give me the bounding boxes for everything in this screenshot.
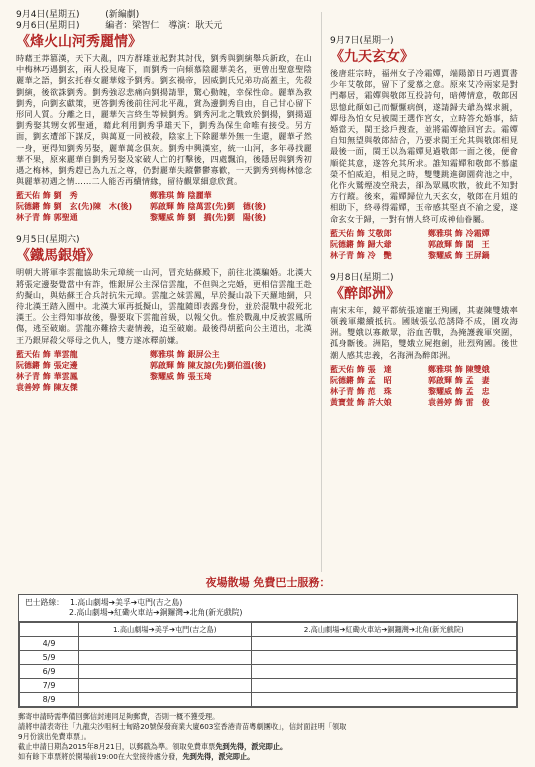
bus-service-section: [18, 576, 518, 762]
note-5-text: 如有餘下車票將於開場前19:00在大堂接待處分發，: [18, 752, 183, 761]
date-2: 9月6日(星期日): [16, 21, 80, 31]
spacer: [16, 223, 312, 235]
cast-entry: 藍天佑 飾 華雲龍: [16, 349, 78, 359]
note-4-text: 截止申請日期為2015年8月21日，以郵戳為準。領取免費車票: [18, 742, 216, 751]
table-row: [20, 679, 517, 693]
cast-entry: 藍天佑 飾 艾敬郎: [330, 228, 392, 238]
cast-row: [16, 360, 312, 371]
cast-entry: 郭啟輝 飾 閩 王: [428, 239, 490, 249]
table-row: [20, 637, 517, 651]
row-date: 8/9: [20, 693, 79, 707]
cast-entry: 藍天佑 飾 劉 秀: [16, 191, 78, 201]
cast-entry: 阮德鏘 飾 張定邊: [16, 360, 78, 370]
date-5: 9月8日(星期二): [330, 272, 394, 283]
bus-routes: [19, 595, 517, 622]
cell-route-2: [251, 637, 516, 651]
synopsis-2: 明朝大將軍李雲龍協助朱元璋統一山河，冒充姑蘇殿下，前往北漢騙婚。北漢大將張定邊娶覺當中有詐，惟銀屏公主深信雲龍，不但與之完婚，更相信雲龍王赴約擬山，與姑蘇王合兵討抗朱元璋。雲龍之妹雲鳳，早於擬山設下天羅地網，只待北漢王踏入圈中。北漢大軍再抵擬山，雲龍隨即表露身份，並於混戰中殺死北漢王。公主得知事故後，譽要取下雲龍首級，以報父仇。惟於戰亂中反被雲鳳所傷，逃至破廟。雲龍亦難捨夫妻情義，追至破廟。最後得胡藍向公主道出，北漢王乃銀屏殺父辱母之仇人，雙方遂冰釋前嫌。: [16, 267, 312, 345]
bus-title: 夜場散場 免費巴士服務：: [205, 576, 331, 589]
left-column: [16, 10, 312, 393]
cast-entry: 鄭雅琪 飾 陰麗華: [150, 191, 212, 201]
cast-entry: 林子青 飾 冷 艷: [330, 250, 392, 260]
route-line-2: [25, 608, 511, 618]
note-5: [18, 752, 518, 762]
cast-row: [16, 201, 312, 212]
cast-list-1: [16, 190, 312, 223]
cast-row: [16, 212, 312, 223]
cast-entry: 黎耀威 飾 劉 撟(先)劉 陽(後): [150, 213, 267, 223]
route-line-1: [25, 598, 511, 608]
column-divider: [321, 12, 322, 572]
cast-list-4: [330, 364, 518, 408]
cast-row: [330, 386, 518, 397]
credits: 編者：梁智仁 導演：耿天元: [105, 21, 223, 31]
cast-row: [330, 375, 518, 386]
cast-entry: 鄭雅琪 飾 冷霜嬋: [428, 228, 490, 238]
cast-entry: 郭啟輝 飾 孟 妻: [428, 375, 490, 385]
row-date: 6/9: [20, 665, 79, 679]
bus-box: [18, 594, 518, 708]
table-header-empty: [20, 623, 79, 637]
cast-row: [16, 382, 312, 393]
cast-entry: 阮德鏘 飾 劉 玄(先)陳 木(後): [16, 202, 133, 212]
cast-entry: 林子青 飾 范 珠: [330, 386, 392, 396]
show-title-4: 《醉郎洲》: [330, 285, 400, 302]
show-block-1: [16, 10, 312, 223]
cast-entry: 鄭雅琪 飾 陳雙娥: [428, 364, 490, 374]
table-header-row: [20, 623, 517, 637]
synopsis-3: 後唐莊宗時，福州女子冷霜嬋，端陽節日巧遇賈書少年艾敬郎，留下了愛慕之意。原來艾冷兩家是對門鄰居，霜嬋與敬郎互投詩句，暗傳情意，敬郎因思憶此顏如己而懨懨病倒，遂請歸夫爺為媒求親，嬋母為怕女兒被閩王選作宮女，立時答允婚事，結婚當天，閩王捻戶搜查，並將霜嬋搶回宮去。霜嬋自知無望與敬郎結合，乃要求閩王允其與敬郎相見最後一面，閩王以為霜嬋見過敬郎一面之後，便會順從其意，遂答允其所求。誰知霜嬋和敬郎不慕虛榮不怕威迫，相見之時，雙雙跳進御園荷池之中，化作火鷲煙凌空飛去，卻為眾鳳吹散，彼此不知對方行蹤。後來，霜嬋歸位九天玄女，敬郎在月姐的相助下，終尋得霜嬋，玉帝感其堅貞不渝之愛，遂命玄女于歸，一對有情人終可成神仙眷屬。: [330, 68, 518, 224]
cell-route-2: [251, 679, 516, 693]
cast-row: [330, 228, 518, 239]
cast-entry: 黎耀威 飾 王屏鍋: [428, 250, 490, 260]
cast-row: [330, 250, 518, 261]
date-4: 9月7日(星期一): [330, 36, 394, 46]
cast-entry: [150, 382, 312, 393]
show-title-2: 《鐵馬銀婚》: [16, 248, 100, 265]
cast-entry: 林子青 飾 華雲鳳: [16, 371, 78, 381]
cast-row: [330, 239, 518, 250]
route-2: 2.高山劇場➔紅磡火車站➔銅鑼灣➔北角(新光戲院): [69, 608, 243, 617]
cell-route-2: [251, 693, 516, 707]
cast-entry: 黃寶萱 飾 許大娘: [330, 397, 392, 407]
cell-route-1: [79, 679, 252, 693]
cast-row: [16, 349, 312, 360]
cast-entry: 阮德鏘 飾 孟 昭: [330, 375, 392, 385]
note-2: 請將申請表寄往「九龍尖沙咀柯士甸路20號保發商業大廈603室香港青苗粵劇團收」，信封面註明「領取: [18, 722, 347, 731]
show-block-3: [330, 36, 518, 261]
cast-row: [16, 371, 312, 382]
new-play-tag: (新編劇): [105, 10, 140, 20]
cast-row: [330, 364, 518, 375]
cell-route-1: [79, 693, 252, 707]
cast-entry: 郭啟輝 飾 陰萬雲(先)劉 德(後): [150, 202, 267, 212]
cast-entry: 鄭雅琪 飾 銀屏公主: [150, 349, 220, 359]
table-row: [20, 693, 517, 707]
date-3: 9月5日(星期六): [16, 235, 80, 246]
bus-schedule-table: [19, 622, 517, 707]
cast-entry: 袁善婷 飾 陳友傑: [16, 382, 78, 392]
cast-list-3: [330, 228, 518, 261]
table-row: [20, 651, 517, 665]
show-block-4: [330, 273, 518, 408]
cast-entry: 黎耀威 飾 張玉琦: [150, 371, 212, 381]
cast-entry: 郭啟輝 飾 陳友諒(先)劉伯溫(後): [150, 360, 267, 370]
cast-entry: 黎耀威 飾 孟 忠: [428, 386, 490, 396]
cell-route-1: [79, 665, 252, 679]
cell-route-2: [251, 651, 516, 665]
date-1: 9月4日(星期五): [16, 10, 80, 20]
note-1: 郵寄申請時需準備回郵信封連同足夠郵費，否則一概不獲受理。: [18, 712, 220, 721]
cast-row: [330, 397, 518, 408]
show-title-3: 《九天玄女》: [330, 49, 414, 65]
cell-route-2: [251, 665, 516, 679]
synopsis-1: 時藉王莽篡漢，天下大亂，四方群雄並起對其討伐，劉秀與劉縯舉兵新政，在山中梅林巧遇劉玄，兩人投見庵下，而劉秀一向傾慕陰麗華美名，更曾出聖意聖陰麗華之語，劉玄托春女麗華嫁予劉秀。劉玄禍帝，因威劉氏兄弟功高蓋主，先殺劉縯，後欲誅劉秀。劉秀強忍悲痛向劉揚請罪，驚心動魄，幸保性命。麗華為救劉秀，向劉玄獻策，更答劉秀後前往河北平亂，賞為邊劉秀自由，自己甘心留下形同人質。分離之日，麗華矢言終生等候劉秀。劉秀河北之戰致於劉揚，劉揚逼劉秀娶其甥女郭聖通，藉此利用劉秀爭雄天下，劉秀為保生命唯有接受。另方面，劉玄遭部下謀反，與萬夏一同被殺，陰家上下除麗華外無一生還，麗華孑然一身，更得知劉秀另娶，麗華萬念俱灰。劉秀中興漢室，統一山河，多年尋找麗華不果，原來麗華自劉秀另娶及家破人亡的打擊後，四處飄泊，後隱居與劉秀初遇之梅林，劉秀趕已為九五之尊，仍對麗華失蹤鬱鬱寡歡，一天劉秀到梅林憶念與麗華初遇之情……二人能否再續情緣，留待觀眾細意欣賞。: [16, 53, 312, 187]
route-1: 1.高山劇場➔美孚➔屯門(吉之島): [69, 598, 183, 607]
show-block-2: [16, 235, 312, 392]
cell-route-1: [79, 651, 252, 665]
routes-label: 巴士路線：: [25, 598, 64, 607]
cast-list-2: [16, 349, 312, 393]
synopsis-4: 南宋末年，鏡平都統張達寵王殉國，其妻陳雙娥率領義軍繼續抵抗。國賊張弘范誘降不成，圍攻海洲。雙娥以寡敵眾，浴血苦戰，為掩護義軍突圍，孤身斷後。洲陷，雙娥立屍抱劍，壯烈殉國。後世潮人感其忠義，名海洲為醉郎洲。: [330, 304, 518, 360]
cast-entry: 袁善婷 飾 雷 俊: [428, 397, 490, 407]
row-date: 7/9: [20, 679, 79, 693]
cell-route-1: [79, 637, 252, 651]
cast-row: [16, 190, 312, 201]
note-3: 9月份演出免費車票」。: [18, 732, 91, 741]
table-header-route-1: 1.高山劇場➔美孚➔屯門(吉之島): [79, 623, 252, 637]
table-header-route-2: 2.高山劇場➔紅磡火車站➔銅鑼灣➔北角(新光戲院): [251, 623, 516, 637]
cast-entry: 阮德鏘 飾 歸大爺: [330, 239, 392, 249]
cast-entry: 藍天佑 飾 張 達: [330, 364, 392, 374]
cast-entry: 林子青 飾 郭聖通: [16, 213, 78, 223]
note-5-emphasis: 先到先得，派完即止。: [182, 752, 255, 761]
row-date: 4/9: [20, 637, 79, 651]
bus-notes: [18, 712, 518, 762]
note-4: [18, 742, 518, 752]
spacer: [330, 261, 518, 273]
date-line-1: [16, 10, 312, 21]
note-4-emphasis: 先到先得，派完即止。: [215, 742, 288, 751]
right-column: [330, 36, 518, 408]
date-line-2: [16, 21, 312, 32]
show-title-1: 《烽火山河秀麗情》: [16, 34, 142, 50]
row-date: 5/9: [20, 651, 79, 665]
table-row: [20, 665, 517, 679]
